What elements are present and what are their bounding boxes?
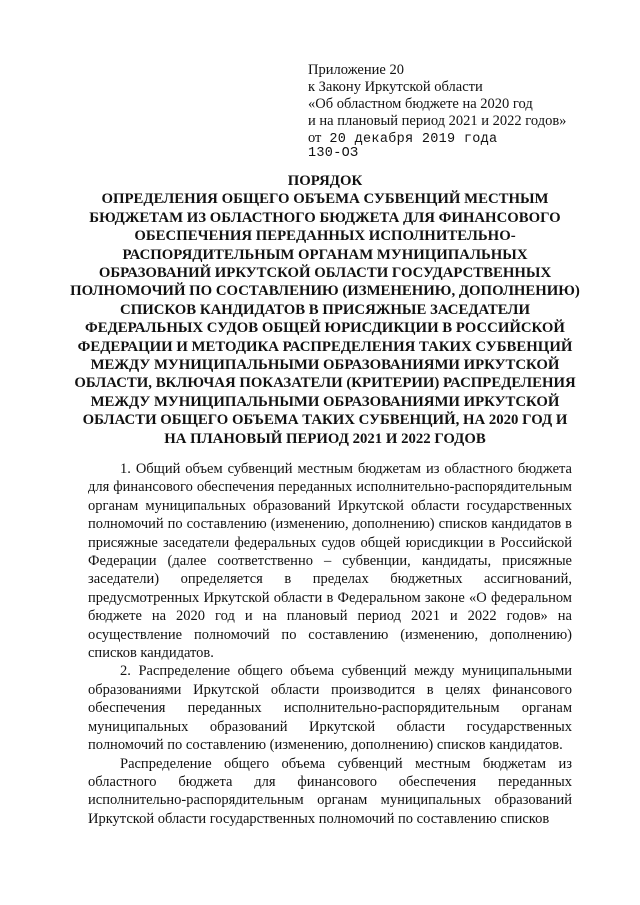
title-body: ОПРЕДЕЛЕНИЯ ОБЩЕГО ОБЪЕМА СУБВЕНЦИЙ МЕСТНЫМ БЮДЖЕТАМ ИЗ ОБЛАСТНОГО БЮДЖЕТА ДЛЯ ФИНАНСОВОГО ОБЕСПЕЧЕНИЯ ПЕРЕДАННЫХ ИСПОЛНИТЕЛЬНО-РАСПОРЯДИТЕЛЬНЫМ ОРГАНАМ МУНИЦИПАЛЬНЫХ ОБРАЗОВАНИЙ ИРКУТСКОЙ ОБЛАСТИ ГОСУДАРСТВЕННЫХ ПОЛНОМОЧИЙ ПО СОСТАВЛЕНИЮ (ИЗМЕНЕНИЮ, ДОПОЛНЕНИЮ) СПИСКОВ КАНДИДАТОВ В ПРИСЯЖНЫЕ ЗАСЕДАТЕЛИ ФЕДЕРАЛЬНЫХ СУДОВ ОБЩЕЙ ЮРИСДИКЦИИ В РОССИЙСКОЙ ФЕДЕРАЦИИ И МЕТОДИКА РАСПРЕДЕЛЕНИЯ ТАКИХ СУБВЕНЦИЙ МЕЖДУ МУНИЦИПАЛЬНЫМИ ОБРАЗОВАНИЯМИ ИРКУТСКОЙ ОБЛАСТИ, ВКЛЮЧАЯ ПОКАЗАТЕЛИ (КРИТЕРИИ) РАСПРЕДЕЛЕНИЯ МЕЖДУ МУНИЦИПАЛЬНЫМИ ОБРАЗОВАНИЯМИ ИРКУТСКОЙ ОБЛАСТИ ОБЩЕГО ОБЪЕМА ТАКИХ СУБВЕНЦИЙ, НА 2020 ГОД И НА ПЛАНОВЫЙ ПЕРИОД 2021 И 2022 ГОДОВ: [70, 191, 580, 447]
document-body: [88, 460, 572, 828]
law-number: 130-ОЗ: [308, 146, 359, 161]
appendix-number: Приложение 20: [308, 62, 404, 78]
appendix-law-title-line2: и на плановый период 2021 и 2022 годов»: [308, 113, 567, 129]
date-prefix: от: [308, 130, 322, 146]
paragraph-1: 1. Общий объем субвенций местным бюджетам из областного бюджета для финансового обеспечения переданных исполнительно-распорядительным органам муниципальных образований Иркутской области государственных полномочий по составлению (изменению, дополнению) списков кандидатов в присяжные заседатели федеральных судов общей юрисдикции в Российской Федерации (далее соответственно – субвенции, кандидаты, присяжные заседатели) определяется в пределах бюджетных ассигнований, предусмотренных Иркутской области в Федеральном законе «О федеральном бюджете на 2020 год и на плановый период 2021 и 2022 годов» на осуществление полномочий по составлению (изменению, дополнению) списков кандидатов.: [88, 461, 572, 662]
title-word: ПОРЯДОК: [287, 173, 363, 189]
document-title: [70, 172, 580, 448]
appendix-date: 20 декабря 2019 года: [329, 132, 498, 147]
paragraph-3: Распределение общего объема субвенций местным бюджетам из областного бюджета для финансового обеспечения переданных исполнительно-распорядительным органам муниципальных образований Иркутской области государственных полномочий по составлению списков: [88, 755, 572, 827]
appendix-header: [308, 62, 608, 161]
appendix-law-title-line1: «Об областном бюджете на 2020 год: [308, 96, 533, 112]
paragraph-2: 2. Распределение общего объема субвенций между муниципальными образованиями Иркутской области производится в целях финансового обеспечения переданных исполнительно-распорядительным органам муниципальных образований Иркутской области государственных полномочий по составлению (изменению, дополнению) списков кандидатов.: [88, 663, 572, 754]
appendix-law-reference: к Закону Иркутской области: [308, 79, 483, 95]
